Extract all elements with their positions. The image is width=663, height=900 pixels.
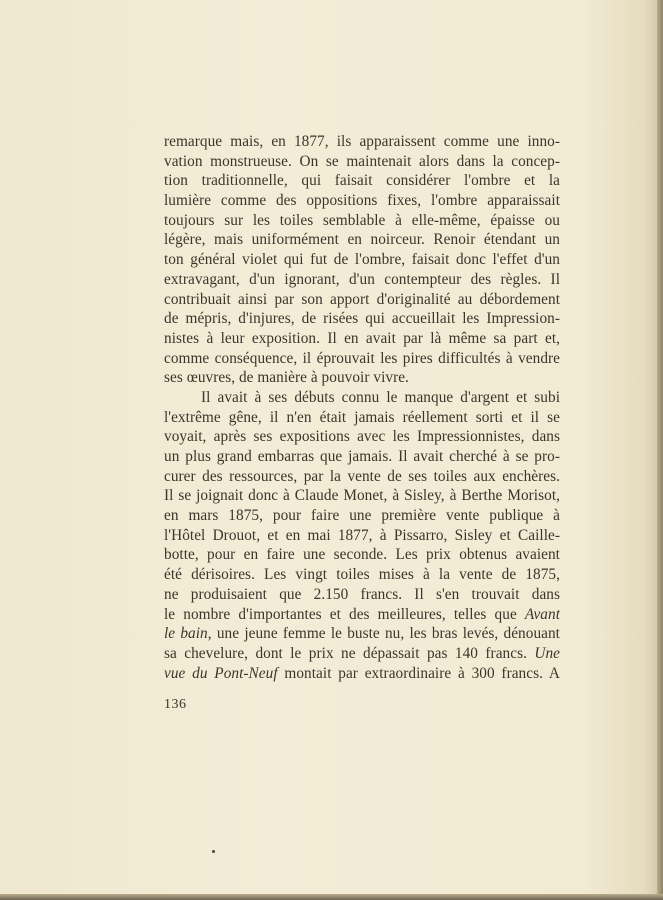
text-line: Il se joignait donc à Claude Monet, à Sisley, à Berthe Morisot, xyxy=(164,487,560,505)
text-line: remarque mais, en 1877, ils apparaissent comme une inno- xyxy=(164,133,560,150)
artwork-title: vue du Pont-Neuf xyxy=(164,664,278,682)
text-run: montait par extraordinaire à 300 francs. A xyxy=(277,664,560,682)
text-line: lumière comme des oppositions fixes, l'ombre apparaissait xyxy=(164,192,560,210)
text-line: tion traditionnelle, qui faisait considérer l'ombre et la xyxy=(164,172,560,190)
text-line: nistes à leur exposition. Il en avait par là même sa part et, xyxy=(164,329,560,347)
text-line: Il avait à ses débuts connu le manque d'argent et subi xyxy=(201,388,560,406)
text-line: de mépris, d'injures, de risées qui accueillait les Impression- xyxy=(164,310,560,328)
page-number: 136 xyxy=(164,697,187,712)
text-line: ne produisaient que 2.150 francs. Il s'en trouvait dans xyxy=(164,585,560,603)
text-line xyxy=(164,644,560,664)
text-line: toujours sur les toiles semblable à elle-même, épaisse ou xyxy=(164,211,560,229)
text-line: curer des ressources, par la vente de ses toiles aux enchères. xyxy=(164,467,560,485)
ink-speck xyxy=(212,850,215,853)
artwork-title: Avant xyxy=(524,605,560,623)
text-run: le nombre d'importantes et des meilleures, telles que xyxy=(164,605,525,623)
artwork-title: Une xyxy=(534,644,560,662)
text-line: contribuait ainsi par son apport d'originalité au débordement xyxy=(164,290,560,308)
page-edge-right xyxy=(657,0,663,900)
text-line: ses œuvres, de manière à pouvoir vivre. xyxy=(164,369,409,387)
text-line: un plus grand embarras que jamais. Il avait cherché à se pro- xyxy=(164,448,560,465)
text-line: l'Hôtel Drouot, et en mai 1877, à Pissarro, Sisley et Caille- xyxy=(164,526,560,544)
body-text xyxy=(164,132,560,683)
text-line: ton général violet qui fut de l'ombre, faisait donc l'effet d'un xyxy=(164,251,560,269)
text-line: vation monstrueuse. On se maintenait alors dans la concep- xyxy=(164,152,560,170)
text-line xyxy=(164,624,560,644)
text-line xyxy=(164,664,560,684)
text-run: sa chevelure, dont le prix ne dépassait pas 140 francs. xyxy=(164,644,535,662)
text-line: voyait, après ses expositions avec les Impressionnistes, dans xyxy=(164,428,560,446)
artwork-title: le bain xyxy=(164,625,208,643)
text-line: légère, mais uniformément en noirceur. Renoir étendant un xyxy=(164,231,560,249)
text-line: botte, pour en faire une seconde. Les prix obtenus avaient xyxy=(164,546,560,564)
text-line: été dérisoires. Les vingt toiles mises à la vente de 1875, xyxy=(164,566,560,584)
text-run: , une jeune femme le buste nu, les bras levés, dénouant xyxy=(207,625,560,643)
text-line: comme conséquence, il éprouvait les pires difficultés à vendre xyxy=(164,349,560,367)
page-edge-bottom xyxy=(0,894,663,900)
text-line: en mars 1875, pour faire une première vente publique à xyxy=(164,507,560,525)
text-line: extravagant, d'un ignorant, d'un contempteur des règles. Il xyxy=(164,270,560,288)
text-line xyxy=(164,605,560,625)
text-line: l'extrême gêne, il n'en était jamais réellement sorti et il se xyxy=(164,408,560,426)
